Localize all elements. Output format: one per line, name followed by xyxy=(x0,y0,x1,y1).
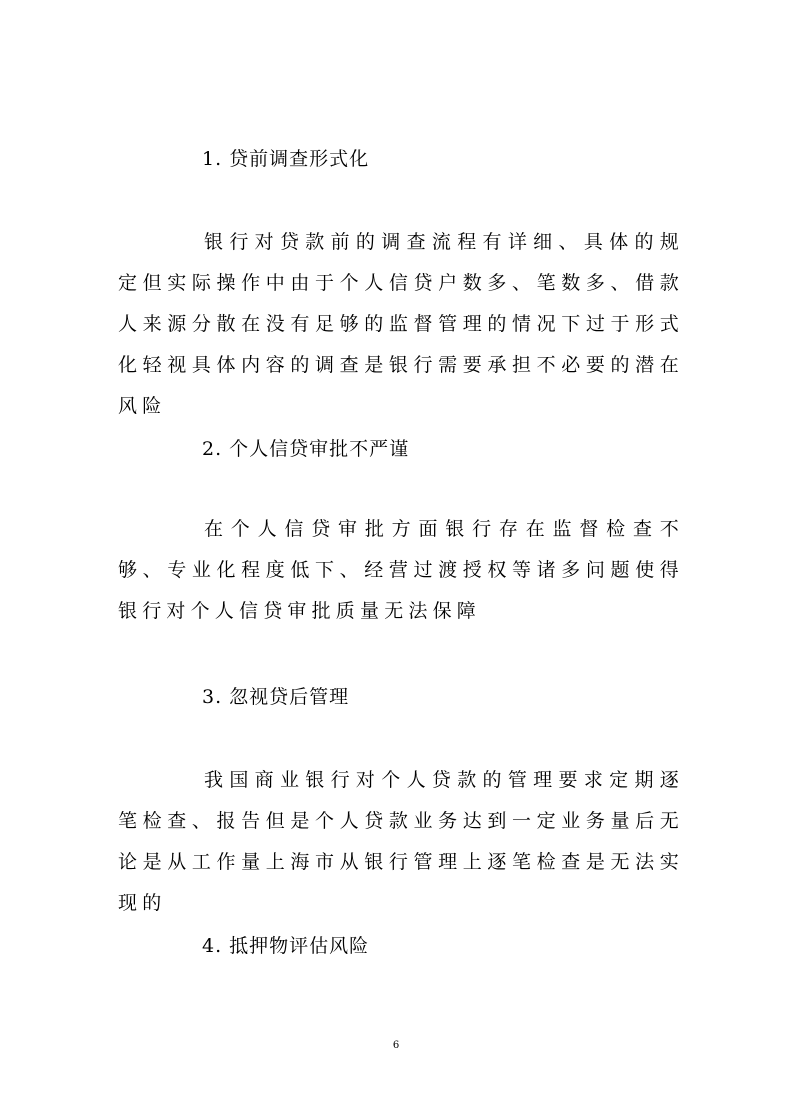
section-heading-2: 2. 个人信贷审批不严谨 xyxy=(202,438,410,460)
page-number: 6 xyxy=(392,1040,400,1051)
section-heading-1: 1. 贷前调查形式化 xyxy=(202,148,370,170)
section-paragraph-1: 银行对贷款前的调查流程有详细、具体的规定但实际操作中由于个人信贷户数多、笔数多、借款人来源分散在没有足够的监督管理的情况下过于形式化轻视具体内容的调查是银行需要承担不必要的潜在风险 xyxy=(118,231,684,417)
section-heading-3: 3. 忽视贷后管理 xyxy=(202,686,350,708)
section-paragraph-2: 在个人信贷审批方面银行存在监督检查不够、专业化程度低下、经营过渡授权等诸多问题使得银行对个人信贷审批质量无法保障 xyxy=(118,518,684,622)
section-heading-4: 4. 抵押物评估风险 xyxy=(202,935,370,957)
section-paragraph-3: 我国商业银行对个人贷款的管理要求定期逐笔检查、报告但是个人贷款业务达到一定业务量后无论是从工作量上海市从银行管理上逐笔检查是无法实现的 xyxy=(118,769,684,914)
